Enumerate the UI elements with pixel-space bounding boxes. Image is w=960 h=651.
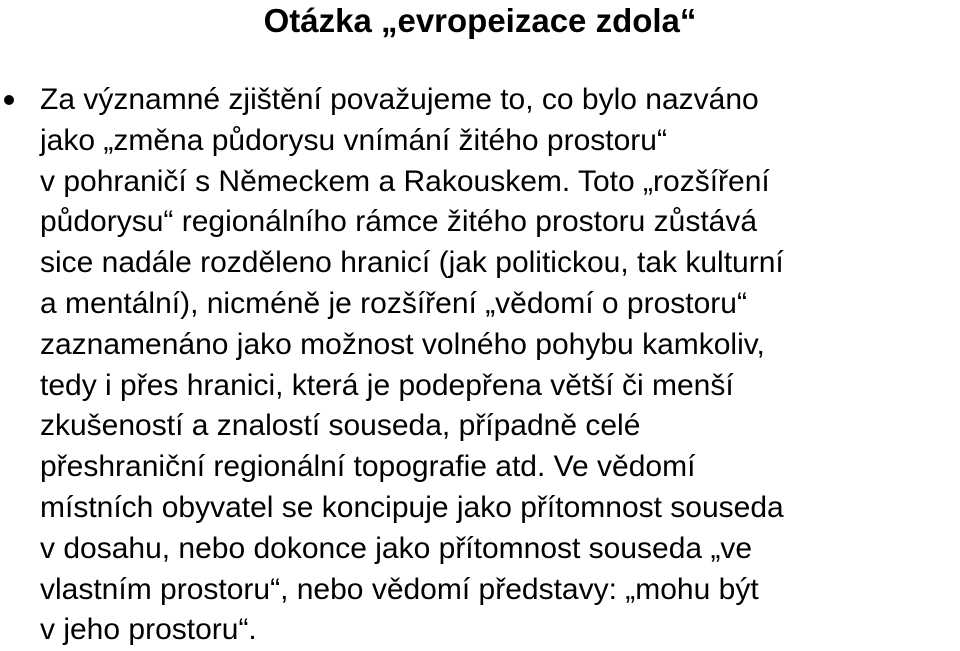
bullet-text-line: místních obyvatel se koncipuje jako přítomnost souseda xyxy=(40,490,784,524)
bullet-text-line: v pohraničí s Německem a Rakouskem. Toto „rozšíření xyxy=(40,164,770,198)
bullet-text-line: tedy i přes hranici, která je podepřena větší či menší xyxy=(40,368,734,402)
bullet-point-icon xyxy=(4,95,14,105)
bullet-text-line: Za významné zjištění považujeme to, co bylo nazváno xyxy=(40,83,759,116)
bullet-text-line: zaznamenáno jako možnost volného pohybu kamkoliv, xyxy=(40,327,765,361)
bullet-text-line: půdorysu“ regionálního rámce žitého prostoru zůstává xyxy=(40,205,758,239)
bullet-text-line: v jeho prostoru“. xyxy=(40,613,257,647)
bullet-text-line: sice nadále rozděleno hranicí (jak politickou, tak kulturní xyxy=(40,246,784,280)
bullet-text-line: a mentální), nicméně je rozšíření „vědomí o prostoru“ xyxy=(40,286,747,320)
bullet-paragraph xyxy=(40,80,960,651)
bullet-text-line: jako „změna půdorysu vnímání žitého prostoru“ xyxy=(40,123,667,157)
bullet-text-line: v dosahu, nebo dokonce jako přítomnost souseda „ve xyxy=(40,531,753,565)
slide-title: Otázka „evropeizace zdola“ xyxy=(263,2,697,39)
bullet-text-line: přeshraniční regionální topografie atd. Ve vědomí xyxy=(40,450,696,484)
bullet-text-line: zkušeností a znalostí souseda, případně celé xyxy=(40,409,641,443)
bullet-text-line: vlastním prostoru“, nebo vědomí představy: „mohu být xyxy=(40,572,759,606)
